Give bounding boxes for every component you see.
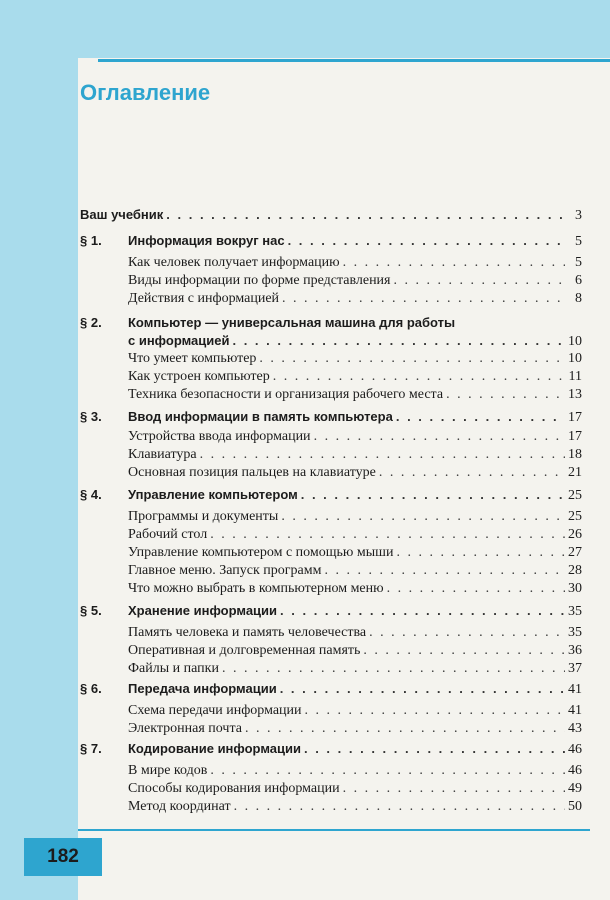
toc-item-page: 17 [568,429,582,444]
toc-item-page: 36 [568,643,582,658]
chapter-number: § 4. [80,487,102,502]
toc-item-page: 18 [568,447,582,462]
chapter-number: § 5. [80,603,102,618]
toc-item [128,762,582,780]
toc-item-label: Электронная почта [128,721,242,736]
leader-dots [301,486,565,504]
chapter-number: § 1. [80,233,102,248]
leader-dots [232,332,565,350]
toc-item-label: Оперативная и долговременная память [128,643,361,658]
toc-item-label: Виды информации по форме представления [128,273,391,288]
toc-intro [80,206,582,225]
toc-item [128,526,582,544]
toc-item-label: Память человека и память человечества [128,625,367,640]
toc-item-page: 25 [568,509,582,524]
leader-dots [343,254,565,272]
toc-item [128,660,582,678]
toc-item-label: Как устроен компьютер [128,369,270,384]
toc-item [128,272,582,290]
toc-chapter-1 [128,232,582,251]
toc-item-page: 21 [568,465,582,480]
leader-dots [281,508,565,526]
toc-item-label: Рабочий стол [128,527,208,542]
toc-item-page: 27 [568,545,582,560]
chapter-title-line-1: Компьютер — универсальная машина для работы [128,315,456,330]
toc-item-label: Клавиатура [128,447,197,462]
toc-item-page: 43 [568,721,582,736]
leader-dots [210,762,565,780]
toc-item-label: Способы кодирования информации [128,781,340,796]
leader-dots [387,580,565,598]
toc-item-label: Как человек получает информацию [128,255,340,270]
toc-chapter-3 [128,408,582,427]
leader-dots [222,660,565,678]
toc-item-label: Управление компьютером с помощью мыши [128,545,394,560]
toc-item-page: 10 [568,351,582,366]
toc-item [128,702,582,720]
chapter-page: 17 [568,410,582,425]
leader-dots [305,702,565,720]
toc-item-page: 46 [568,763,582,778]
toc-item-page: 30 [568,581,582,596]
chapter-page: 41 [568,682,582,697]
leader-dots [396,544,565,562]
toc-item-page: 49 [568,781,582,796]
leader-dots [394,272,566,290]
toc-chapter-4 [128,486,582,505]
toc-item-label: Основная позиция пальцев на клавиатуре [128,465,376,480]
toc-intro-page: 3 [575,208,582,223]
leader-dots [363,642,565,660]
toc-item [128,508,582,526]
toc-item [128,350,582,368]
toc-intro-label: Ваш учебник [80,207,164,222]
leader-dots [210,526,565,544]
bottom-rule [78,829,590,831]
leader-dots [234,798,565,816]
leader-dots [245,720,565,738]
chapter-page: 46 [568,742,582,757]
toc-item-page: 6 [575,273,582,288]
leader-dots [280,602,565,620]
toc-item-label: Главное меню. Запуск программ [128,563,322,578]
toc-item-label: Метод координат [128,799,231,814]
chapter-number: § 2. [80,315,102,330]
chapter-title-line-2: с информацией [128,333,230,348]
chapter-number: § 6. [80,681,102,696]
toc-item [128,642,582,660]
toc-item [128,428,582,446]
toc-item-page: 35 [568,625,582,640]
leader-dots [200,446,565,464]
toc-chapter-6 [128,680,582,699]
toc-item-page: 41 [568,703,582,718]
leader-dots [396,408,565,426]
chapter-page: 25 [568,488,582,503]
leader-dots [288,232,565,250]
toc-item-label: Файлы и папки [128,661,219,676]
toc-item-label: Что умеет компьютер [128,351,257,366]
leader-dots [324,562,565,580]
chapter-number: § 3. [80,409,102,424]
chapter-title: Передача информации [128,681,277,696]
toc-chapter-5 [128,602,582,621]
chapter-title: Ввод информации в память компьютера [128,409,393,424]
toc-item-page: 50 [568,799,582,814]
chapter-title: Хранение информации [128,603,278,618]
toc-item [128,386,582,404]
toc-item-page: 13 [568,387,582,402]
page-number: 182 [24,838,102,876]
toc-item-label: Программы и документы [128,509,279,524]
toc-item-page: 11 [568,369,582,384]
toc-item [128,544,582,562]
toc-item-label: Схема передачи информации [128,703,302,718]
toc-item [128,580,582,598]
leader-dots [379,464,565,482]
toc-item [128,290,582,308]
toc-item-label: Действия с информацией [128,291,280,306]
chapter-title: Информация вокруг нас [128,233,285,248]
toc-chapter-7 [128,740,582,759]
toc-item [128,798,582,816]
leader-dots [446,386,565,404]
toc-item [128,446,582,464]
top-color-band [0,0,610,58]
toc-chapter-2 [128,332,582,351]
toc-item-page: 8 [575,291,582,306]
toc-item [128,464,582,482]
toc-item-page: 37 [568,661,582,676]
chapter-title: Кодирование информации [128,741,301,756]
leader-dots [343,780,565,798]
toc-item-label: Техника безопасности и организация рабочего места [128,387,444,402]
chapter-page: 10 [568,334,582,349]
leader-dots [369,624,565,642]
toc-item-page: 5 [575,255,582,270]
toc-item [128,720,582,738]
leader-dots [304,740,565,758]
top-rule [98,59,610,62]
toc-item [128,562,582,580]
leader-dots [166,206,565,224]
chapter-number: § 7. [80,741,102,756]
toc-item-page: 28 [568,563,582,578]
toc-item-label: Что можно выбрать в компьютерном меню [128,581,384,596]
leader-dots [282,290,565,308]
toc-item-label: В мире кодов [128,763,208,778]
chapter-page: 5 [575,234,582,249]
page-title: Оглавление [80,80,211,105]
toc-item [128,254,582,272]
leader-dots [273,368,565,386]
chapter-page: 35 [568,604,582,619]
leader-dots [314,428,565,446]
toc-item [128,368,582,386]
left-color-band [0,0,78,900]
toc-item [128,780,582,798]
leader-dots [280,680,565,698]
toc-item-page: 26 [568,527,582,542]
toc-item-label: Устройства ввода информации [128,429,311,444]
leader-dots [259,350,565,368]
toc-item [128,624,582,642]
chapter-title: Управление компьютером [128,487,298,502]
